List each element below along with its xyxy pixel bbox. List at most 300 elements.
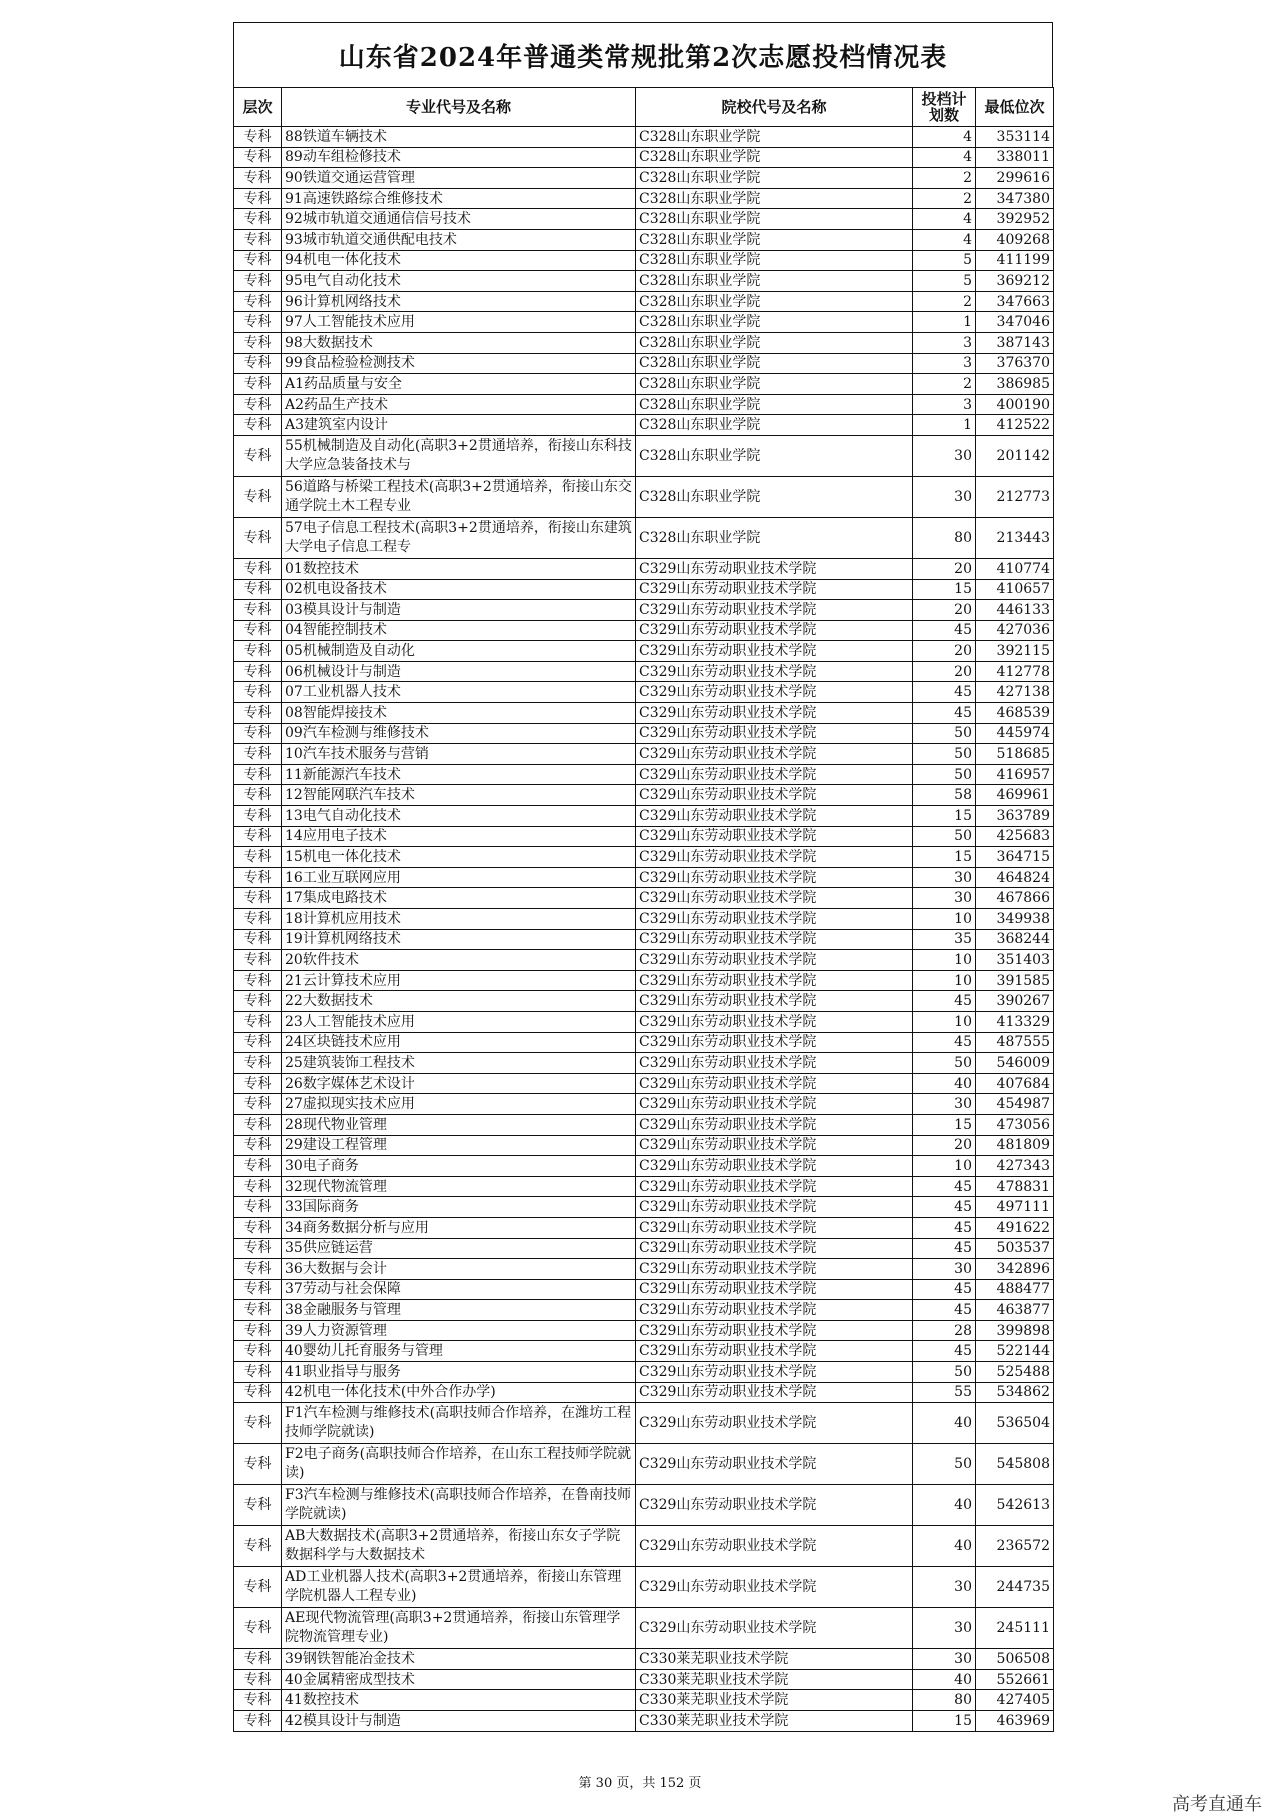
cell-level: 专科: [234, 188, 282, 209]
cell-rank: 410774: [976, 558, 1054, 579]
table-row: [234, 744, 1054, 765]
cell-school: C329山东劳动职业技术学院: [636, 1217, 913, 1238]
cell-level: 专科: [234, 1608, 282, 1649]
cell-major: 05机械制造及自动化: [282, 641, 636, 662]
cell-plan: 45: [913, 1238, 976, 1259]
table-row: [234, 826, 1054, 847]
cell-school: C329山东劳动职业技术学院: [636, 888, 913, 909]
cell-school: C329山东劳动职业技术学院: [636, 1197, 913, 1218]
cell-school: C329山东劳动职业技术学院: [636, 1362, 913, 1383]
cell-major: 34商务数据分析与应用: [282, 1217, 636, 1238]
table-row: [234, 374, 1054, 395]
cell-major: 41数控技术: [282, 1690, 636, 1711]
cell-school: C329山东劳动职业技术学院: [636, 1300, 913, 1321]
cell-plan: 30: [913, 1567, 976, 1608]
cell-plan: 15: [913, 1114, 976, 1135]
cell-school: C328山东职业学院: [636, 250, 913, 271]
cell-plan: 1: [913, 312, 976, 333]
cell-plan: 10: [913, 950, 976, 971]
table-row: [234, 950, 1054, 971]
cell-level: 专科: [234, 1032, 282, 1053]
cell-rank: 469961: [976, 785, 1054, 806]
cell-school: C328山东职业学院: [636, 353, 913, 374]
cell-plan: 55: [913, 1382, 976, 1403]
cell-major: AB大数据技术(高职3+2贯通培养，衔接山东女子学院数据科学与大数据技术: [282, 1526, 636, 1567]
table-row: [234, 558, 1054, 579]
cell-major: 06机械设计与制造: [282, 661, 636, 682]
cell-plan: 45: [913, 1032, 976, 1053]
cell-rank: 488477: [976, 1279, 1054, 1300]
cell-school: C329山东劳动职业技术学院: [636, 1011, 913, 1032]
cell-rank: 338011: [976, 147, 1054, 168]
header-major: 专业代号及名称: [282, 88, 636, 127]
cell-major: 24区块链技术应用: [282, 1032, 636, 1053]
cell-major: 40金属精密成型技术: [282, 1669, 636, 1690]
table-row: [234, 1135, 1054, 1156]
cell-major: 97人工智能技术应用: [282, 312, 636, 333]
cell-rank: 201142: [976, 435, 1054, 476]
cell-plan: 4: [913, 209, 976, 230]
cell-level: 专科: [234, 764, 282, 785]
cell-plan: 1: [913, 415, 976, 436]
cell-major: 35供应链运营: [282, 1238, 636, 1259]
cell-level: 专科: [234, 1341, 282, 1362]
cell-plan: 4: [913, 229, 976, 250]
cell-school: C329山东劳动职业技术学院: [636, 950, 913, 971]
cell-level: 专科: [234, 250, 282, 271]
cell-level: 专科: [234, 1135, 282, 1156]
cell-school: C329山东劳动职业技术学院: [636, 1320, 913, 1341]
cell-school: C329山东劳动职业技术学院: [636, 909, 913, 930]
table-row: [234, 1094, 1054, 1115]
cell-major: 93城市轨道交通供配电技术: [282, 229, 636, 250]
cell-major: 25建筑装饰工程技术: [282, 1053, 636, 1074]
cell-school: C329山东劳动职业技术学院: [636, 970, 913, 991]
table-row: [234, 682, 1054, 703]
cell-plan: 15: [913, 1711, 976, 1732]
watermark: 高考直通车: [1172, 1794, 1262, 1815]
table-row: [234, 435, 1054, 476]
cell-major: 28现代物业管理: [282, 1114, 636, 1135]
table-row: [234, 909, 1054, 930]
cell-rank: 410657: [976, 579, 1054, 600]
cell-school: C329山东劳动职业技术学院: [636, 1444, 913, 1485]
table-row: [234, 1156, 1054, 1177]
cell-school: C330莱芜职业技术学院: [636, 1649, 913, 1670]
cell-rank: 392115: [976, 641, 1054, 662]
table-row: [234, 1526, 1054, 1567]
cell-major: 41职业指导与服务: [282, 1362, 636, 1383]
cell-major: 15机电一体化技术: [282, 847, 636, 868]
table-row: [234, 1711, 1054, 1732]
cell-school: C329山东劳动职业技术学院: [636, 744, 913, 765]
cell-school: C330莱芜职业技术学院: [636, 1711, 913, 1732]
cell-rank: 353114: [976, 127, 1054, 148]
cell-level: 专科: [234, 1567, 282, 1608]
cell-major: F3汽车检测与维修技术(高职技师合作培养，在鲁南技师学院就读): [282, 1485, 636, 1526]
cell-major: 13电气自动化技术: [282, 806, 636, 827]
table-row: [234, 291, 1054, 312]
cell-school: C329山东劳动职业技术学院: [636, 600, 913, 621]
cell-level: 专科: [234, 744, 282, 765]
table-row: [234, 703, 1054, 724]
cell-major: F2电子商务(高职技师合作培养，在山东工程技师学院就读): [282, 1444, 636, 1485]
cell-major: 92城市轨道交通通信信号技术: [282, 209, 636, 230]
cell-level: 专科: [234, 909, 282, 930]
page-title: 山东省2024年普通类常规批第2次志愿投档情况表: [233, 22, 1053, 87]
cell-plan: 30: [913, 1094, 976, 1115]
cell-plan: 15: [913, 847, 976, 868]
cell-rank: 376370: [976, 353, 1054, 374]
cell-level: 专科: [234, 435, 282, 476]
cell-plan: 15: [913, 806, 976, 827]
cell-level: 专科: [234, 1444, 282, 1485]
cell-level: 专科: [234, 1711, 282, 1732]
cell-plan: 5: [913, 250, 976, 271]
cell-level: 专科: [234, 127, 282, 148]
cell-major: 19计算机网络技术: [282, 929, 636, 950]
cell-level: 专科: [234, 1176, 282, 1197]
cell-rank: 464824: [976, 867, 1054, 888]
table-row: [234, 168, 1054, 189]
cell-level: 专科: [234, 1259, 282, 1280]
cell-school: C329山东劳动职业技术学院: [636, 1279, 913, 1300]
cell-rank: 236572: [976, 1526, 1054, 1567]
cell-school: C329山东劳动职业技术学院: [636, 723, 913, 744]
cell-school: C329山东劳动职业技术学院: [636, 641, 913, 662]
table-row: [234, 661, 1054, 682]
cell-level: 专科: [234, 353, 282, 374]
table-row: [234, 1217, 1054, 1238]
cell-plan: 40: [913, 1073, 976, 1094]
cell-school: C329山东劳动职业技术学院: [636, 1608, 913, 1649]
table-row: [234, 723, 1054, 744]
cell-major: 26数字媒体艺术设计: [282, 1073, 636, 1094]
cell-rank: 212773: [976, 476, 1054, 517]
table-row: [234, 1259, 1054, 1280]
cell-school: C328山东职业学院: [636, 147, 913, 168]
table-row: [234, 147, 1054, 168]
cell-school: C329山东劳动职业技术学院: [636, 1073, 913, 1094]
cell-major: 30电子商务: [282, 1156, 636, 1177]
cell-plan: 10: [913, 970, 976, 991]
cell-rank: 213443: [976, 517, 1054, 558]
cell-plan: 45: [913, 620, 976, 641]
cell-school: C329山东劳动职业技术学院: [636, 558, 913, 579]
cell-rank: 463969: [976, 1711, 1054, 1732]
cell-school: C329山东劳动职业技术学院: [636, 1259, 913, 1280]
cell-school: C329山东劳动职业技术学院: [636, 1053, 913, 1074]
cell-rank: 364715: [976, 847, 1054, 868]
cell-plan: 4: [913, 147, 976, 168]
cell-rank: 545808: [976, 1444, 1054, 1485]
cell-rank: 349938: [976, 909, 1054, 930]
cell-school: C329山东劳动职业技术学院: [636, 826, 913, 847]
cell-rank: 342896: [976, 1259, 1054, 1280]
cell-level: 专科: [234, 1238, 282, 1259]
cell-rank: 446133: [976, 600, 1054, 621]
cell-school: C328山东职业学院: [636, 332, 913, 353]
cell-level: 专科: [234, 229, 282, 250]
cell-rank: 347663: [976, 291, 1054, 312]
cell-major: A2药品生产技术: [282, 394, 636, 415]
cell-level: 专科: [234, 312, 282, 333]
table-row: [234, 806, 1054, 827]
cell-major: 90铁道交通运营管理: [282, 168, 636, 189]
cell-plan: 10: [913, 1156, 976, 1177]
cell-plan: 45: [913, 991, 976, 1012]
header-school: 院校代号及名称: [636, 88, 913, 127]
cell-rank: 391585: [976, 970, 1054, 991]
cell-level: 专科: [234, 1649, 282, 1670]
cell-level: 专科: [234, 888, 282, 909]
cell-level: 专科: [234, 950, 282, 971]
cell-rank: 427405: [976, 1690, 1054, 1711]
cell-rank: 503537: [976, 1238, 1054, 1259]
table-row: [234, 785, 1054, 806]
cell-major: 38金融服务与管理: [282, 1300, 636, 1321]
cell-rank: 427036: [976, 620, 1054, 641]
cell-level: 专科: [234, 867, 282, 888]
cell-rank: 522144: [976, 1341, 1054, 1362]
cell-level: 专科: [234, 661, 282, 682]
cell-plan: 50: [913, 1053, 976, 1074]
cell-school: C329山东劳动职业技术学院: [636, 1485, 913, 1526]
cell-rank: 552661: [976, 1669, 1054, 1690]
cell-plan: 40: [913, 1669, 976, 1690]
cell-rank: 481809: [976, 1135, 1054, 1156]
page-footer: 第 30 页，共 152 页: [578, 1776, 702, 1791]
cell-school: C329山东劳动职业技术学院: [636, 1094, 913, 1115]
table-row: [234, 1053, 1054, 1074]
cell-school: C328山东职业学院: [636, 435, 913, 476]
cell-school: C329山东劳动职业技术学院: [636, 991, 913, 1012]
cell-plan: 2: [913, 188, 976, 209]
cell-level: 专科: [234, 271, 282, 292]
cell-rank: 351403: [976, 950, 1054, 971]
cell-level: 专科: [234, 1690, 282, 1711]
cell-level: 专科: [234, 374, 282, 395]
table-row: [234, 1403, 1054, 1444]
cell-rank: 497111: [976, 1197, 1054, 1218]
cell-rank: 299616: [976, 168, 1054, 189]
cell-school: C328山东职业学院: [636, 394, 913, 415]
table-row: [234, 1114, 1054, 1135]
table-row: [234, 127, 1054, 148]
cell-rank: 245111: [976, 1608, 1054, 1649]
cell-rank: 468539: [976, 703, 1054, 724]
cell-school: C330莱芜职业技术学院: [636, 1669, 913, 1690]
cell-level: 专科: [234, 826, 282, 847]
cell-level: 专科: [234, 332, 282, 353]
header-rank: 最低位次: [976, 88, 1054, 127]
cell-major: 55机械制造及自动化(高职3+2贯通培养，衔接山东科技大学应急装备技术与: [282, 435, 636, 476]
cell-level: 专科: [234, 806, 282, 827]
cell-major: 21云计算技术应用: [282, 970, 636, 991]
cell-major: A3建筑室内设计: [282, 415, 636, 436]
table-row: [234, 250, 1054, 271]
cell-rank: 368244: [976, 929, 1054, 950]
cell-school: C329山东劳动职业技术学院: [636, 806, 913, 827]
table-row: [234, 929, 1054, 950]
table-row: [234, 476, 1054, 517]
cell-rank: 487555: [976, 1032, 1054, 1053]
cell-level: 专科: [234, 1403, 282, 1444]
cell-level: 专科: [234, 620, 282, 641]
cell-school: C329山东劳动职业技术学院: [636, 1176, 913, 1197]
cell-level: 专科: [234, 394, 282, 415]
cell-rank: 546009: [976, 1053, 1054, 1074]
cell-level: 专科: [234, 558, 282, 579]
cell-plan: 30: [913, 888, 976, 909]
cell-rank: 491622: [976, 1217, 1054, 1238]
cell-rank: 412522: [976, 415, 1054, 436]
table-row: [234, 579, 1054, 600]
cell-plan: 30: [913, 1649, 976, 1670]
cell-plan: 3: [913, 353, 976, 374]
table-row: [234, 353, 1054, 374]
cell-major: A1药品质量与安全: [282, 374, 636, 395]
header-level: 层次: [234, 88, 282, 127]
cell-rank: 363789: [976, 806, 1054, 827]
cell-school: C329山东劳动职业技术学院: [636, 661, 913, 682]
cell-major: AD工业机器人技术(高职3+2贯通培养，衔接山东管理学院机器人工程专业): [282, 1567, 636, 1608]
cell-plan: 50: [913, 826, 976, 847]
cell-level: 专科: [234, 970, 282, 991]
cell-plan: 20: [913, 641, 976, 662]
cell-rank: 412778: [976, 661, 1054, 682]
table-row: [234, 1567, 1054, 1608]
cell-school: C329山东劳动职业技术学院: [636, 1382, 913, 1403]
table-row: [234, 229, 1054, 250]
cell-school: C329山东劳动职业技术学院: [636, 929, 913, 950]
cell-plan: 45: [913, 682, 976, 703]
cell-plan: 20: [913, 600, 976, 621]
cell-rank: 425683: [976, 826, 1054, 847]
table-row: [234, 1341, 1054, 1362]
cell-plan: 50: [913, 744, 976, 765]
table-row: [234, 991, 1054, 1012]
cell-plan: 30: [913, 867, 976, 888]
cell-major: F1汽车检测与维修技术(高职技师合作培养，在潍坊工程技师学院就读): [282, 1403, 636, 1444]
cell-level: 专科: [234, 476, 282, 517]
cell-level: 专科: [234, 1669, 282, 1690]
admission-table: [233, 87, 1054, 1732]
cell-plan: 30: [913, 435, 976, 476]
cell-major: 23人工智能技术应用: [282, 1011, 636, 1032]
cell-major: 91高速铁路综合维修技术: [282, 188, 636, 209]
cell-major: 39人力资源管理: [282, 1320, 636, 1341]
cell-rank: 427343: [976, 1156, 1054, 1177]
cell-school: C329山东劳动职业技术学院: [636, 785, 913, 806]
table-row: [234, 415, 1054, 436]
cell-level: 专科: [234, 641, 282, 662]
table-row: [234, 1669, 1054, 1690]
cell-level: 专科: [234, 600, 282, 621]
cell-major: 22大数据技术: [282, 991, 636, 1012]
table-row: [234, 1649, 1054, 1670]
cell-plan: 2: [913, 374, 976, 395]
cell-school: C329山东劳动职业技术学院: [636, 1341, 913, 1362]
cell-school: C328山东职业学院: [636, 127, 913, 148]
cell-plan: 80: [913, 1690, 976, 1711]
cell-plan: 50: [913, 1444, 976, 1485]
cell-major: 37劳动与社会保障: [282, 1279, 636, 1300]
cell-school: C329山东劳动职业技术学院: [636, 620, 913, 641]
cell-plan: 45: [913, 1176, 976, 1197]
cell-rank: 409268: [976, 229, 1054, 250]
cell-rank: 473056: [976, 1114, 1054, 1135]
cell-level: 专科: [234, 1011, 282, 1032]
cell-rank: 463877: [976, 1300, 1054, 1321]
table-row: [234, 641, 1054, 662]
cell-school: C329山东劳动职业技术学院: [636, 1526, 913, 1567]
cell-level: 专科: [234, 847, 282, 868]
cell-plan: 10: [913, 1011, 976, 1032]
cell-rank: 347046: [976, 312, 1054, 333]
cell-rank: 416957: [976, 764, 1054, 785]
cell-school: C329山东劳动职业技术学院: [636, 867, 913, 888]
cell-major: 40婴幼儿托育服务与管理: [282, 1341, 636, 1362]
cell-plan: 30: [913, 476, 976, 517]
cell-level: 专科: [234, 703, 282, 724]
cell-level: 专科: [234, 1485, 282, 1526]
cell-school: C328山东职业学院: [636, 188, 913, 209]
cell-rank: 347380: [976, 188, 1054, 209]
cell-school: C329山东劳动职业技术学院: [636, 1135, 913, 1156]
cell-major: 03模具设计与制造: [282, 600, 636, 621]
cell-rank: 445974: [976, 723, 1054, 744]
cell-school: C328山东职业学院: [636, 476, 913, 517]
cell-school: C328山东职业学院: [636, 374, 913, 395]
table-row: [234, 1362, 1054, 1383]
cell-plan: 2: [913, 168, 976, 189]
cell-plan: 45: [913, 703, 976, 724]
cell-plan: 3: [913, 394, 976, 415]
cell-level: 专科: [234, 785, 282, 806]
cell-rank: 399898: [976, 1320, 1054, 1341]
cell-school: C329山东劳动职业技术学院: [636, 1238, 913, 1259]
cell-rank: 411199: [976, 250, 1054, 271]
table-row: [234, 1382, 1054, 1403]
cell-rank: 534862: [976, 1382, 1054, 1403]
cell-rank: 387143: [976, 332, 1054, 353]
cell-level: 专科: [234, 1094, 282, 1115]
cell-major: 99食品检验检测技术: [282, 353, 636, 374]
cell-plan: 45: [913, 1341, 976, 1362]
cell-major: 14应用电子技术: [282, 826, 636, 847]
table-row: [234, 1197, 1054, 1218]
cell-plan: 50: [913, 723, 976, 744]
cell-major: 96计算机网络技术: [282, 291, 636, 312]
cell-rank: 369212: [976, 271, 1054, 292]
cell-level: 专科: [234, 1382, 282, 1403]
table-row: [234, 1032, 1054, 1053]
cell-level: 专科: [234, 1217, 282, 1238]
cell-plan: 20: [913, 661, 976, 682]
cell-level: 专科: [234, 147, 282, 168]
cell-major: AE现代物流管理(高职3+2贯通培养，衔接山东管理学院物流管理专业): [282, 1608, 636, 1649]
header-plan: 投档计划数: [913, 88, 976, 127]
table-header-row: [234, 88, 1054, 127]
cell-level: 专科: [234, 1300, 282, 1321]
cell-major: 39钢铁智能冶金技术: [282, 1649, 636, 1670]
cell-level: 专科: [234, 1526, 282, 1567]
cell-plan: 3: [913, 332, 976, 353]
cell-major: 10汽车技术服务与营销: [282, 744, 636, 765]
cell-major: 11新能源汽车技术: [282, 764, 636, 785]
cell-rank: 390267: [976, 991, 1054, 1012]
